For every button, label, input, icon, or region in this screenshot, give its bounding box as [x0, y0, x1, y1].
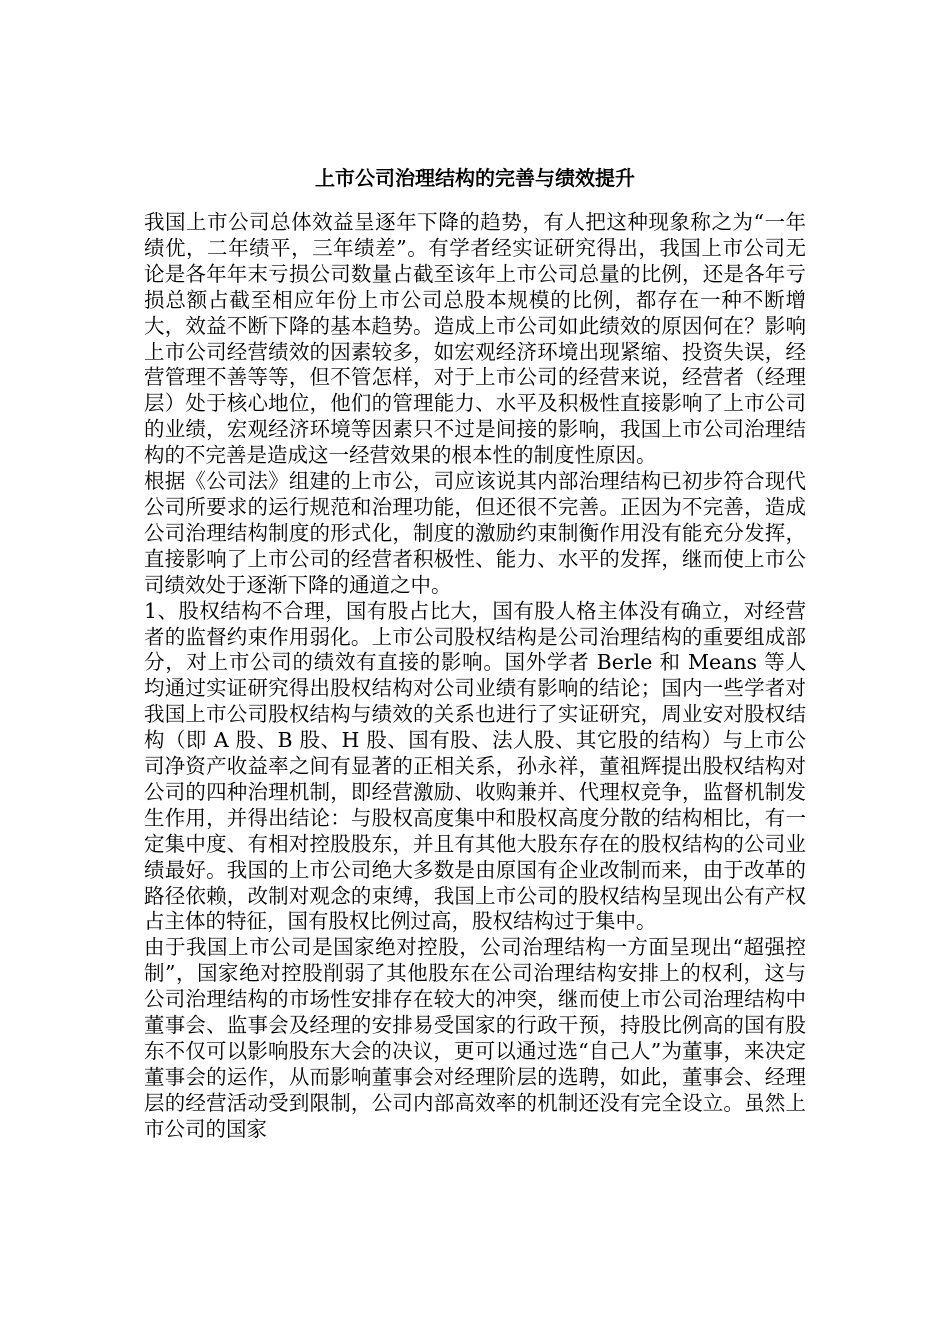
paragraph-4: 由于我国上市公司是国家绝对控股，公司治理结构一方面呈现出“超强控制”，国家绝对控股削弱了其他股东在公司治理结构安排上的权利，这与公司治理结构的市场性安排存在较大的冲突，继而使上市公司治理结构中董事会、监事会及经理的安排易受国家的行政干预，持股比例高的国有股东不仅可以影响股东大会的决议，更可以通过选“自己人”为董事，来决定董事会的运作，从而影响董事会对经理阶层的选聘，如此，董事会、经理层的经营活动受到限制，公司内部高效率的机制还没有完全设立。虽然上市公司的国家: [144, 935, 806, 1141]
paragraph-1: 我国上市公司总体效益呈逐年下降的趋势，有人把这种现象称之为“一年绩优，二年绩平，三年绩差”。有学者经实证研究得出，我国上市公司无论是各年年末亏损公司数量占截至该年上市公司总量的比例，还是各年亏损总额占截至相应年份上市公司总股本规模的比例，都存在一种不断增大，效益不断下降的基本趋势。造成上市公司如此绩效的原因何在？影响上市公司经营绩效的因素较多，如宏观经济环境出现紧缩、投资失误，经营管理不善等等，但不管怎样，对于上市公司的经营来说，经营者（经理层）处于核心地位，他们的管理能力、水平及积极性直接影响了上市公司的业绩，宏观经济环境等因素只不过是间接的影响，我国上市公司治理结构的不完善是造成这一经营效果的根本性的制度性原因。: [144, 210, 806, 468]
document-body: [144, 210, 806, 1143]
paragraph-2: 根据《公司法》组建的上市公，司应该说其内部治理结构已初步符合现代公司所要求的运行规范和治理功能，但还很不完善。正因为不完善，造成公司治理结构制度的形式化，制度的激励约束制衡作用没有能充分发挥，直接影响了上市公司的经营者积极性、能力、水平的发挥，继而使上市公司绩效处于逐渐下降的通道之中。: [144, 469, 806, 597]
document-title: 上市公司治理结构的完善与绩效提升: [315, 166, 635, 190]
paragraph-3: 1、股权结构不合理，国有股占比大，国有股人格主体没有确立，对经营者的监督约束作用弱化。上市公司股权结构是公司治理结构的重要组成部分，对上市公司的绩效有直接的影响。国外学者 Berle 和 Means 等人均通过实证研究得出股权结构对公司业绩有影响的结论；国内一些学者对我国上市公司股权结构与绩效的关系也进行了实证研究，周业安对股权结构（即 A 股、B 股、H 股、国有股、法人股、其它股的结构）与上市公司净资产收益率之间有显著的正相关系，孙永祥，董祖辉提出股权结构对公司的四种治理机制，即经营激励、收购兼并、代理权竞争，监督机制发生作用，并得出结论：与股权高度集中和股权高度分散的结构相比，有一定集中度、有相对控股股东，并且有其他大股东存在的股权结构的公司业绩最好。我国的上市公司绝大多数是由原国有企业改制而来，由于改革的路径依赖，改制对观念的束缚，我国上市公司的股权结构呈现出公有产权占主体的特征，国有股权比例过高，股权结构过于集中。: [144, 598, 806, 934]
